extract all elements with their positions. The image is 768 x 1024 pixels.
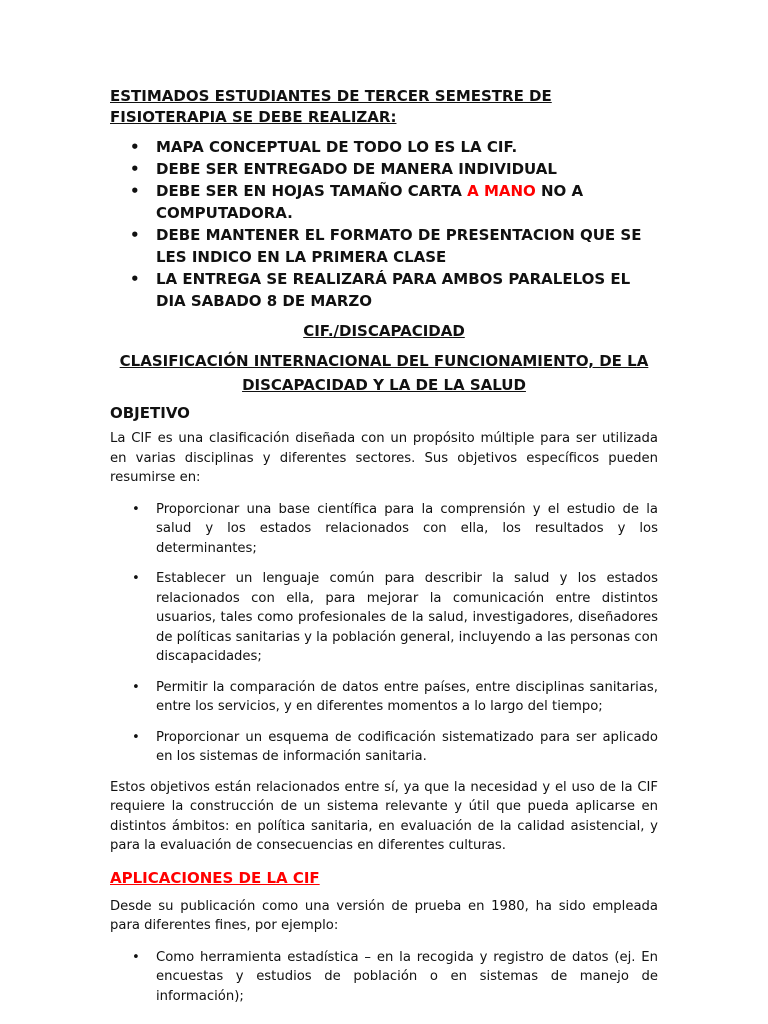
intro-item: • DEBE MANTENER EL FORMATO DE PRESENTACION QUE SE LES INDICO EN LA PRIMERA CLASE — [130, 226, 642, 266]
objetivo-heading: OBJETIVO — [110, 404, 190, 422]
intro-item: • DEBE SER ENTREGADO DE MANERA INDIVIDUAL — [130, 160, 557, 178]
bullet-icon: • — [132, 949, 140, 965]
intro-item: • DEBE SER EN HOJAS TAMAÑO CARTA A MANO NO A COMPUTADORA. — [130, 182, 584, 222]
objetivo-paragraph: La CIF es una clasificación diseñada con un propósito múltiple para ser utilizada en varias disciplinas y diferentes sectores. Sus objetivos específicos pueden resumirse en: — [110, 431, 658, 485]
list-item: • Permitir la comparación de datos entre países, entre disciplinas sanitarias, entre los servicios, y en diferentes momentos a lo largo del tiempo; — [132, 679, 658, 714]
bullet-icon: • — [132, 501, 140, 517]
aplicaciones-paragraph: Desde su publicación como una versión de prueba en 1980, ha sido empleada para diferentes fines, por ejemplo: — [110, 898, 658, 933]
list-item: • Proporcionar un esquema de codificación sistematizado para ser aplicado en los sistemas de información sanitaria. — [132, 729, 658, 764]
list-item: • Establecer un lenguaje común para describir la salud y los estados relacionados con ella, para mejorar la comunicación entre distintos usuarios, tales como profesionales de la salud, investigadores, diseñadores de políticas sanitarias y la población general, incluyendo a las personas con discapacidades; — [132, 571, 658, 664]
section-title: CLASIFICACIÓN INTERNACIONAL DEL FUNCIONAMIENTO, DE LA DISCAPACIDAD Y LA DE LA SALUD — [119, 352, 649, 394]
list-item: • Proporcionar una base científica para la comprensión y el estudio de la salud y los estados relacionados con ella, los resultados y los determinantes; — [132, 501, 658, 556]
intro-item: • LA ENTREGA SE REALIZARÁ PARA AMBOS PARALELOS EL DIA SABADO 8 DE MARZO — [130, 270, 631, 310]
objetivo-paragraph-2: Estos objetivos están relacionados entre sí, ya que la necesidad y el uso de la CIF requiere la construcción de un sistema relevante y útil que pueda aplicarse en distintos ámbitos: en política sanitaria, en evaluación de la calidad asistencial, y para la evaluación de consecuencias en diferentes culturas. — [110, 779, 658, 853]
section-label: CIF./DISCAPACIDAD — [303, 322, 465, 340]
intro-heading: ESTIMADOS ESTUDIANTES DE TERCER SEMESTRE DE FISIOTERAPIA SE DEBE REALIZAR: — [110, 87, 552, 126]
aplicaciones-heading: APLICACIONES DE LA CIF — [110, 868, 320, 887]
bullet-icon: • — [132, 729, 140, 745]
bullet-icon: • — [130, 160, 140, 178]
aplicaciones-list — [110, 948, 658, 1007]
bullet-icon: • — [132, 679, 140, 695]
list-item: • Como herramienta estadística – en la recogida y registro de datos (ej. En encuestas y estudios de población o en sistemas de manejo de información); — [132, 949, 658, 1004]
intro-list — [110, 136, 658, 312]
bullet-icon: • — [130, 270, 140, 288]
bullet-icon: • — [130, 226, 140, 244]
bullet-icon: • — [130, 182, 140, 200]
intro-item: • MAPA CONCEPTUAL DE TODO LO ES LA CIF. — [130, 138, 518, 156]
bullet-icon: • — [130, 138, 140, 156]
highlight-text: A MANO — [467, 182, 536, 200]
bullet-icon: • — [132, 571, 140, 586]
objetivo-list — [110, 500, 658, 767]
